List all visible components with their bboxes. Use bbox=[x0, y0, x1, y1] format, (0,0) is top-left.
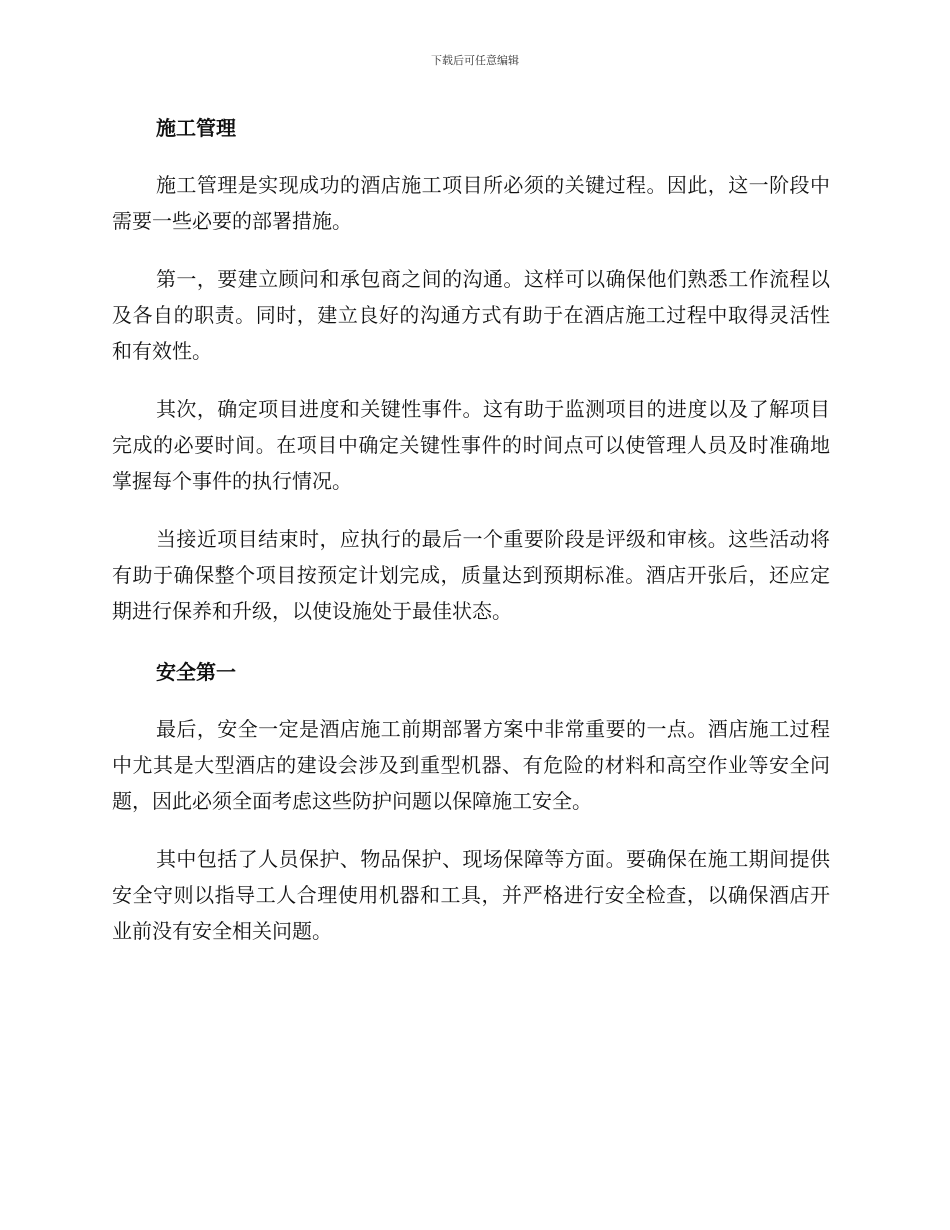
paragraph: 其次，确定项目进度和关键性事件。这有助于监测项目的进度以及了解项目完成的必要时间。在项目中确定关键性事件的时间点可以使管理人员及时准确地掌握每个事件的执行情况。 bbox=[112, 397, 830, 493]
paragraph: 施工管理是实现成功的酒店施工项目所必须的关键过程。因此，这一阶段中需要一些必要的部署措施。 bbox=[112, 173, 830, 233]
section-heading-safety-first: 安全第一 bbox=[156, 660, 236, 684]
document-body bbox=[112, 108, 830, 949]
paragraph: 其中包括了人员保护、物品保护、现场保障等方面。要确保在施工期间提供安全守则以指导工人合理使用机器和工具，并严格进行安全检查，以确保酒店开业前没有安全相关问题。 bbox=[112, 847, 830, 943]
paragraph: 最后，安全一定是酒店施工前期部署方案中非常重要的一点。酒店施工过程中尤其是大型酒店的建设会涉及到重型机器、有危险的材料和高空作业等安全问题，因此必须全面考虑这些防护问题以保障施工安全。 bbox=[112, 717, 830, 813]
paragraph: 当接近项目结束时，应执行的最后一个重要阶段是评级和审核。这些活动将有助于确保整个项目按预定计划完成，质量达到预期标准。酒店开张后，还应定期进行保养和升级，以使设施处于最佳状态。 bbox=[112, 527, 830, 623]
section-heading-construction-management: 施工管理 bbox=[156, 116, 236, 140]
page-header: 下载后可任意编辑 bbox=[431, 54, 519, 67]
paragraph: 第一，要建立顾问和承包商之间的沟通。这样可以确保他们熟悉工作流程以及各自的职责。同时，建立良好的沟通方式有助于在酒店施工过程中取得灵活性和有效性。 bbox=[112, 267, 830, 363]
